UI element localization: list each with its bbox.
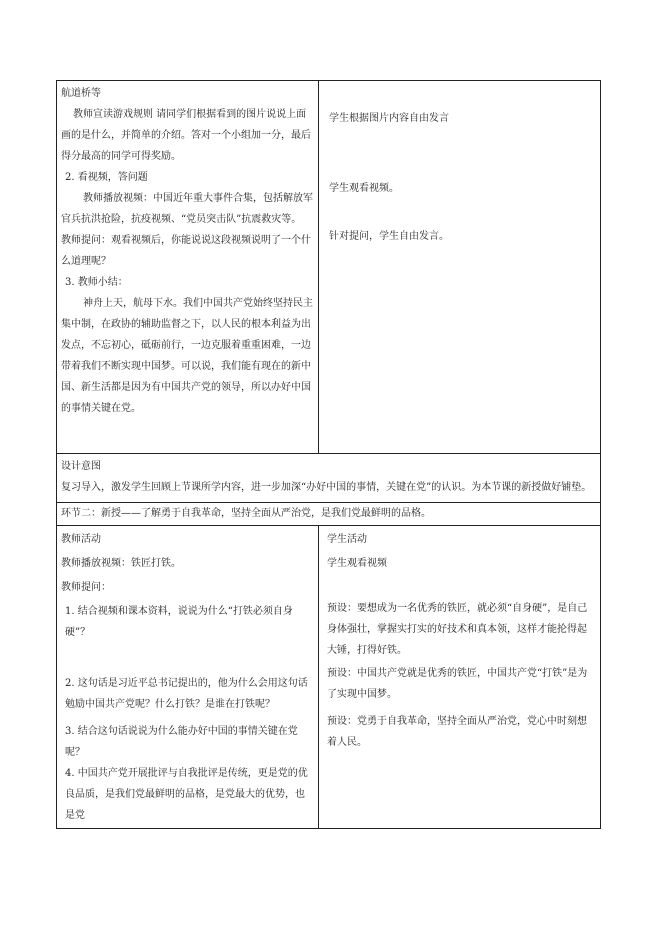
column-title: 学生活动: [327, 534, 367, 545]
student-activity-cell: [319, 526, 601, 829]
column-title: 教师活动: [61, 534, 101, 545]
paragraph: 2. 这句话是习近平总书记提出的，他为什么会用这句话勉励中国共产党呢？什么打铁？是谁在打铁呢？: [65, 678, 308, 710]
paragraph: 针对提问，学生自由发言。: [329, 231, 449, 242]
paragraph: 2. 看视频，答问题: [65, 172, 148, 183]
paragraph: 教师播放视频：中国近年重大事件合集，包括解放军官兵抗洪抢险，抗疫视频、“党员突击队”抗震救灾等。: [61, 193, 313, 225]
paragraph: 教师提问：观看视频后，你能说说这段视频说明了一个什么道理呢？: [61, 235, 311, 267]
paragraph: 神舟上天，航母下水。我们中国共产党始终坚持民主集中制，在政协的辅助监督之下，以人民的根本利益为出发点，不忘初心，砥砺前行，一边克服着重重困难，一边带着我们不断实现中国梦。可以说，我们能有现在的新中国、新生活都是因为有中国共产党的领导，所以办好中国的事情关键在党。: [61, 298, 313, 414]
paragraph: 预设：要想成为一名优秀的铁匠，就必须“自身硬”，是自己身体强壮，掌握实打实的好技术和真本领，这样才能抡得起大锤，打得好铁。: [327, 603, 588, 656]
design-intent-row: [57, 454, 601, 503]
paragraph: 3. 结合这句话说说为什么能办好中国的事情关键在党呢？: [65, 726, 298, 758]
top-section-row: [57, 81, 601, 454]
section-two-row: [57, 526, 601, 829]
paragraph: 教师播放视频：铁匠打铁。: [61, 558, 181, 569]
design-intent-cell: [57, 454, 601, 503]
design-intent-title: 设计意图: [61, 461, 101, 472]
section-header-cell: [57, 503, 601, 526]
lesson-plan-table: [56, 80, 601, 829]
paragraph: 学生观看视频: [327, 558, 387, 569]
paragraph: 3. 教师小结：: [65, 277, 128, 288]
student-activity-cell: [319, 81, 601, 454]
design-intent-text: 复习导入，激发学生回顾上节课所学内容，进一步加深“办好中国的事情，关键在党”的认识。为本节课的新授做好铺垫。: [61, 482, 592, 493]
paragraph: 学生观看视频。: [329, 183, 399, 194]
paragraph: 预设：党勇于自我革命，坚持全面从严治党，党心中时刻想着人民。: [327, 716, 587, 748]
paragraph: 教师提问：: [61, 582, 111, 593]
paragraph: 4. 中国共产党开展批评与自我批评是传统，更是党的优良品质，是我们党最鲜明的品格，是党最大的优势，也是党: [65, 768, 308, 821]
teacher-activity-cell: [57, 526, 319, 829]
section-header-row: [57, 503, 601, 526]
paragraph: 预设：中国共产党就是优秀的铁匠，中国共产党“打铁”是为了实现中国梦。: [327, 668, 588, 700]
paragraph: 学生根据图片内容自由发言: [329, 113, 449, 124]
paragraph: 航道桥等: [61, 88, 101, 99]
teacher-activity-cell: [57, 81, 319, 454]
paragraph: 教师宣读游戏规则 请同学们根据看到的图片说说上面画的是什么，并简单的介绍。答对一个小组加一分，最后得分最高的同学可得奖励。: [61, 109, 311, 162]
section-header: 环节二：新授——了解勇于自我革命，坚持全面从严治党，是我们党最鲜明的品格。: [61, 508, 431, 519]
paragraph: 1. 结合视频和课本资料，说说为什么“打铁必须自身硬”？: [65, 606, 293, 638]
